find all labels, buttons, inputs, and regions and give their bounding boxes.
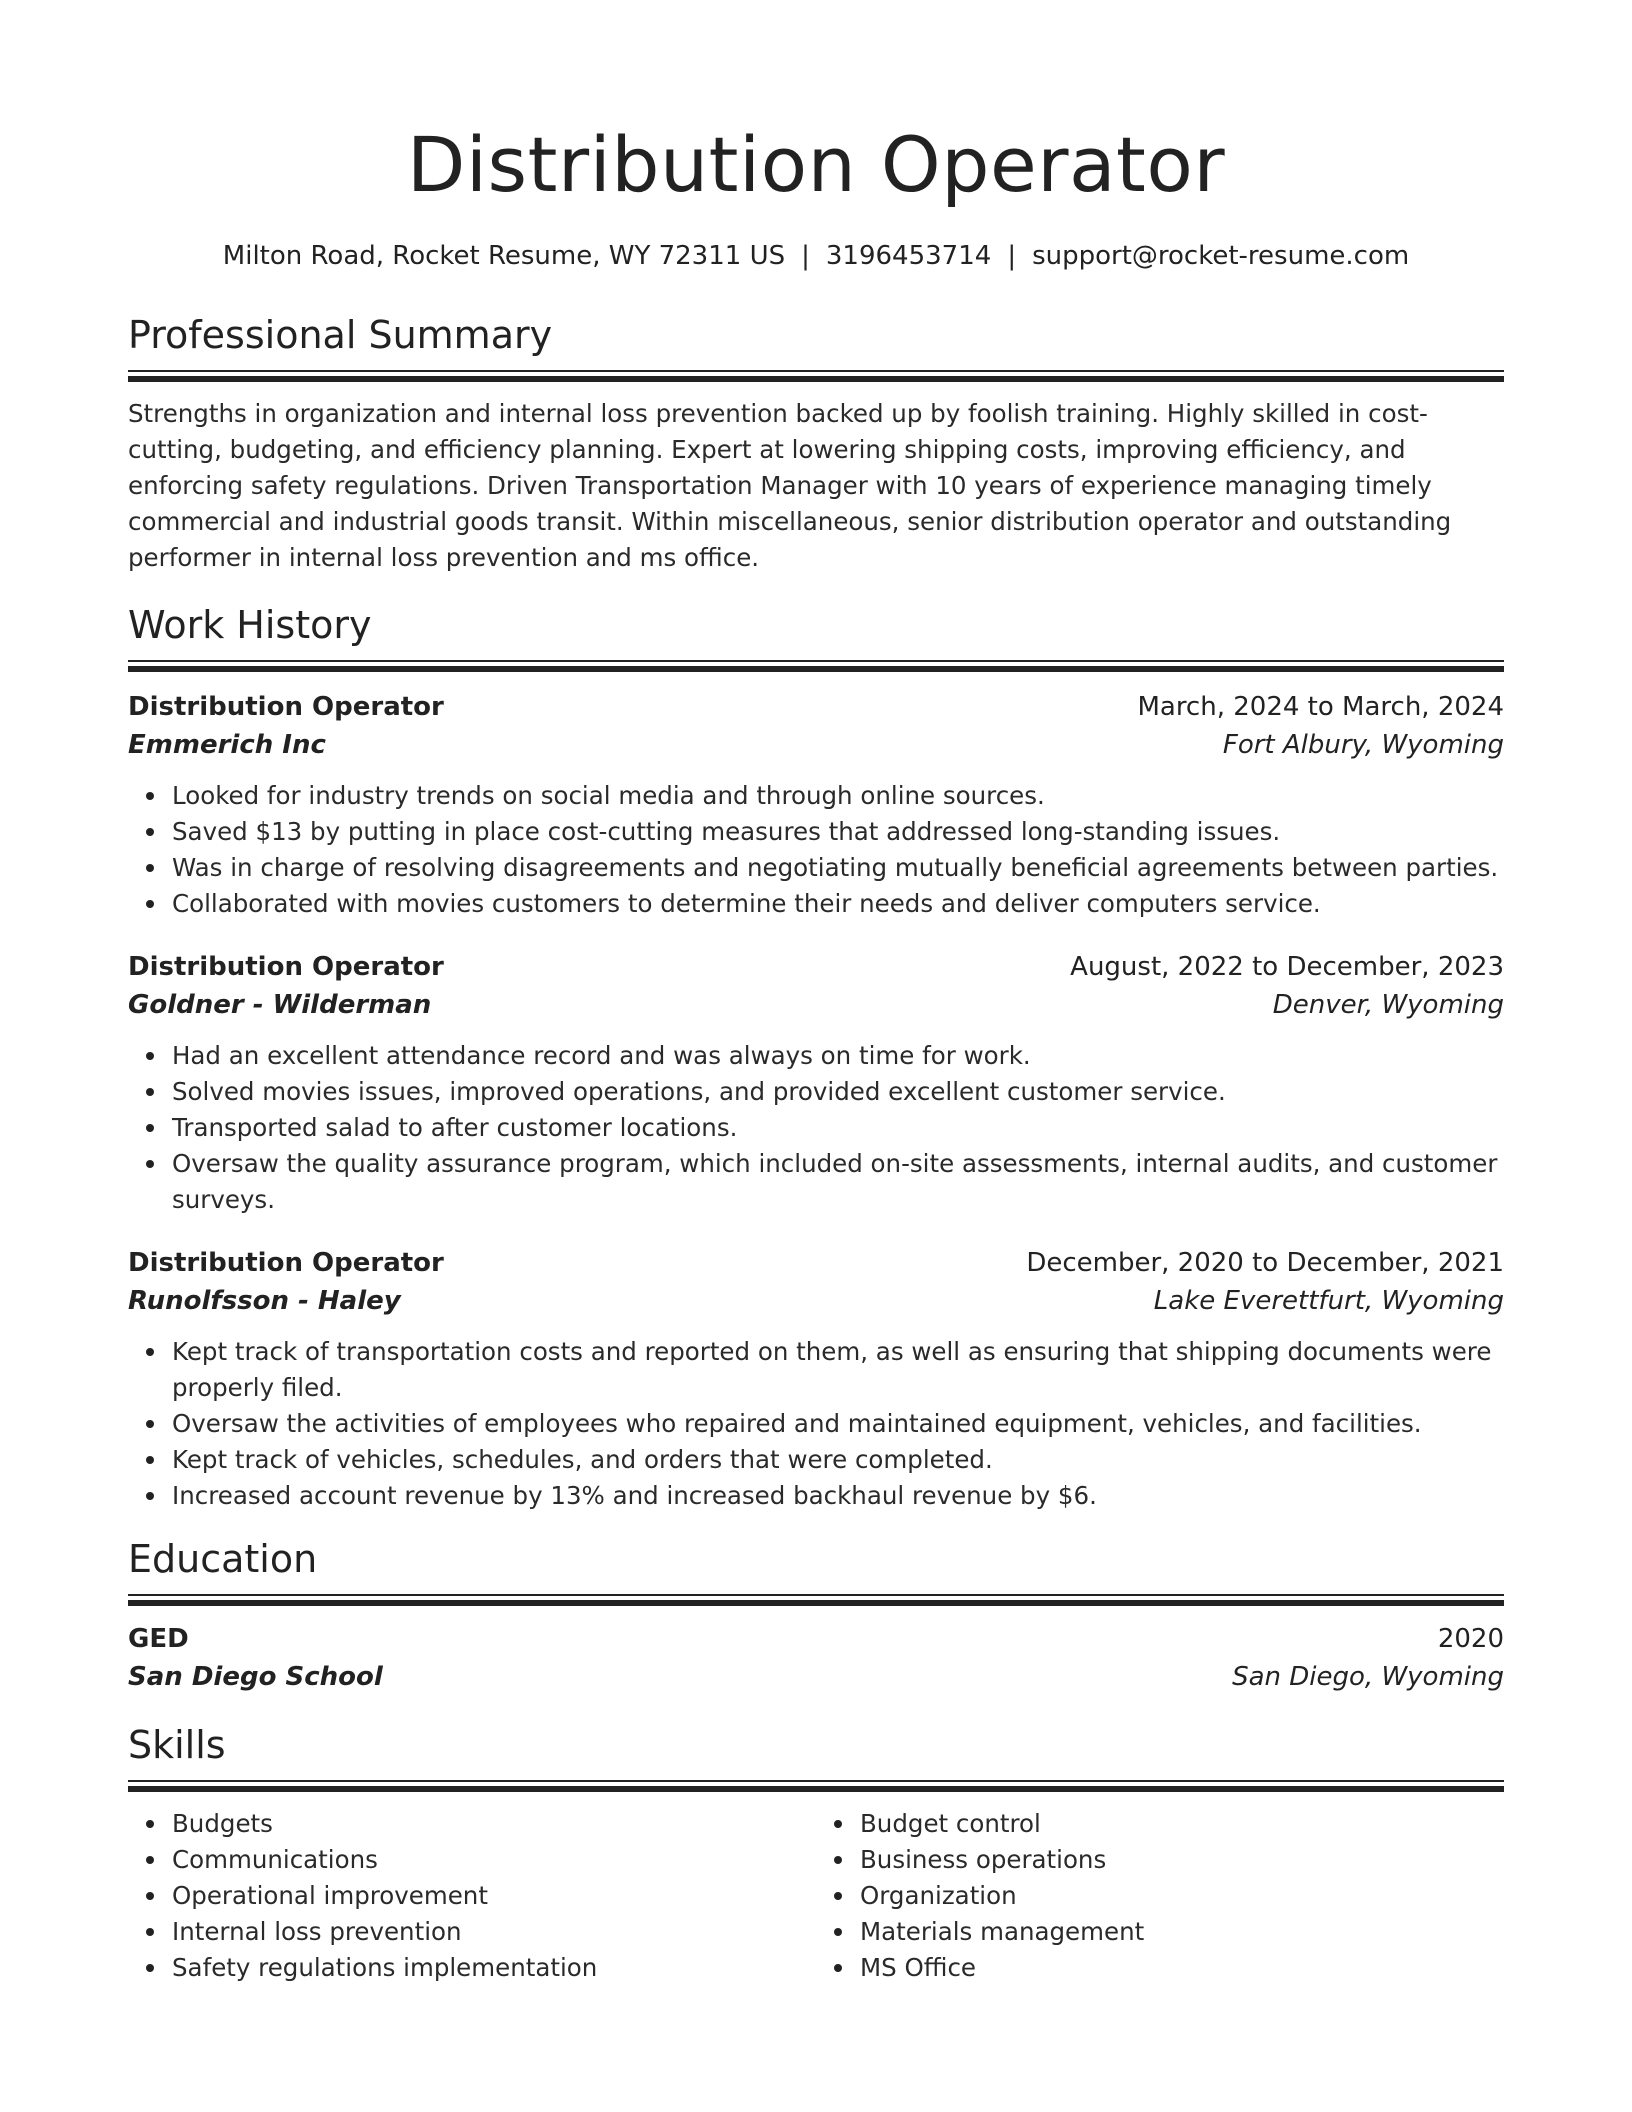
contact-separator: | xyxy=(1007,241,1017,271)
bullet-item: Saved $13 by putting in place cost-cutting measures that addressed long-standing issues. xyxy=(172,814,1504,850)
job-entry xyxy=(128,1244,1504,1514)
bullet-item: Had an excellent attendance record and was always on time for work. xyxy=(172,1038,1504,1074)
contact-line xyxy=(128,238,1504,274)
education-school: San Diego School xyxy=(128,1662,383,1692)
skills-column-right xyxy=(816,1806,1504,1986)
bullet-item: Oversaw the quality assurance program, which included on-site assessments, internal audits, and customer surveys. xyxy=(172,1146,1504,1218)
section-divider xyxy=(128,370,1504,382)
job-company: Emmerich Inc xyxy=(128,730,326,760)
bullet-item: Was in charge of resolving disagreements and negotiating mutually beneficial agreements between parties. xyxy=(172,850,1504,886)
job-location: Lake Everettfurt, Wyoming xyxy=(1153,1286,1504,1316)
job-company: Runolfsson - Haley xyxy=(128,1286,401,1316)
skill-item: Operational improvement xyxy=(172,1878,816,1914)
job-title: Distribution Operator xyxy=(128,1248,444,1278)
work-history-heading: Work History xyxy=(128,603,372,647)
job-dates: August, 2022 to December, 2023 xyxy=(1070,952,1504,982)
bullet-item: Oversaw the activities of employees who repaired and maintained equipment, vehicles, and facilities. xyxy=(172,1406,1504,1442)
job-entry xyxy=(128,948,1504,1218)
bullet-item: Kept track of vehicles, schedules, and orders that were completed. xyxy=(172,1442,1504,1478)
job-location: Fort Albury, Wyoming xyxy=(1222,730,1504,760)
work-history-section xyxy=(128,600,1504,1514)
resume-name: Distribution Operator xyxy=(406,120,1226,209)
education-section xyxy=(128,1534,1504,1696)
skill-item: Budgets xyxy=(172,1806,816,1842)
job-bullets xyxy=(128,778,1504,922)
skills-heading: Skills xyxy=(128,1723,226,1767)
skill-item: Organization xyxy=(860,1878,1504,1914)
education-degree: GED xyxy=(128,1624,189,1654)
job-company: Goldner - Wilderman xyxy=(128,990,432,1020)
skills-list xyxy=(816,1806,1504,1986)
bullet-item: Solved movies issues, improved operations, and provided excellent customer service. xyxy=(172,1074,1504,1110)
job-bullets xyxy=(128,1334,1504,1514)
job-location: Denver, Wyoming xyxy=(1272,990,1504,1020)
skill-item: Budget control xyxy=(860,1806,1504,1842)
bullet-item: Collaborated with movies customers to determine their needs and deliver computers service. xyxy=(172,886,1504,922)
job-title: Distribution Operator xyxy=(128,952,444,982)
job-title: Distribution Operator xyxy=(128,692,444,722)
section-divider xyxy=(128,660,1504,672)
section-divider xyxy=(128,1780,1504,1792)
summary-section xyxy=(128,310,1504,576)
contact-address: Milton Road, Rocket Resume, WY 72311 US xyxy=(222,241,786,271)
skills-column-left xyxy=(128,1806,816,1986)
skills-grid xyxy=(128,1806,1504,1986)
job-entry xyxy=(128,688,1504,922)
job-bullets xyxy=(128,1038,1504,1218)
bullet-item: Increased account revenue by 13% and increased backhaul revenue by $6. xyxy=(172,1478,1504,1514)
skill-item: Internal loss prevention xyxy=(172,1914,816,1950)
skill-item: Communications xyxy=(172,1842,816,1878)
skill-item: Safety regulations implementation xyxy=(172,1950,816,1986)
education-year: 2020 xyxy=(1437,1624,1504,1654)
section-divider xyxy=(128,1594,1504,1606)
skill-item: MS Office xyxy=(860,1950,1504,1986)
skills-list xyxy=(128,1806,816,1986)
contact-phone: 3196453714 xyxy=(825,241,992,271)
bullet-item: Looked for industry trends on social media and through online sources. xyxy=(172,778,1504,814)
skill-item: Materials management xyxy=(860,1914,1504,1950)
contact-email[interactable]: support@rocket-resume.com xyxy=(1032,241,1410,271)
skill-item: Business operations xyxy=(860,1842,1504,1878)
summary-heading: Professional Summary xyxy=(128,313,553,357)
education-heading: Education xyxy=(128,1537,318,1581)
job-dates: December, 2020 to December, 2021 xyxy=(1026,1248,1504,1278)
bullet-item: Transported salad to after customer locations. xyxy=(172,1110,1504,1146)
education-location: San Diego, Wyoming xyxy=(1232,1662,1504,1692)
job-dates: March, 2024 to March, 2024 xyxy=(1137,692,1504,722)
contact-separator: | xyxy=(801,241,810,271)
education-entry xyxy=(128,1620,1504,1696)
bullet-item: Kept track of transportation costs and reported on them, as well as ensuring that shipping documents were properly filed. xyxy=(172,1334,1504,1406)
summary-text: Strengths in organization and internal loss prevention backed up by foolish training. Highly skilled in cost-cutting, budgeting, and efficiency planning. Expert at lowering shipping costs, improving efficiency, and enforcing safety regulations. Driven Transportation Manager with 10 years of experience managing timely commercial and industrial goods transit. Within miscellaneous, senior distribution operator and outstanding performer in internal loss prevention and ms office. xyxy=(128,399,1452,572)
skills-section xyxy=(128,1720,1504,1986)
